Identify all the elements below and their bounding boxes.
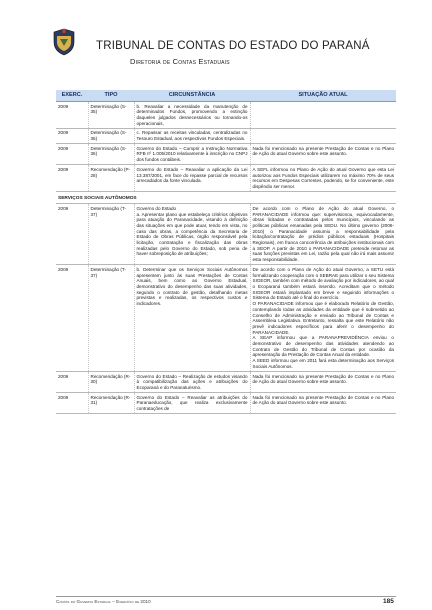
cell-exerc: 2009 bbox=[56, 204, 88, 265]
table-row bbox=[56, 102, 396, 129]
cell-situacao bbox=[250, 102, 396, 129]
cell-tipo: Determinação (S-36) bbox=[88, 144, 134, 165]
page-header bbox=[0, 0, 432, 82]
column-header-circunstancia: CIRCUNSTÂNCIA bbox=[134, 90, 250, 102]
cell-situacao bbox=[250, 128, 396, 143]
cell-circunstancia: b. Determinar que os Serviços Sociais Autônomos apresentem junto às suas Prestações de Contas Anuais, bem como ao Governo Estadual, demonstrativo do desempenho das suas atividades, segundo o contrato de gestão, detalhando metas previstas e realizadas, os respectivos custos e indicadores. bbox=[134, 265, 250, 372]
cell-tipo: Recomendação (R-30) bbox=[88, 372, 134, 393]
cell-situacao: De acordo com o Plano de Ação do atual Governo, o PARANACIDADE informou que: supervisionou, equivocadamente, obras licitadas e contratadas pelos municípios, vinculando as políticas públicas emanadas pela SEDU. No último governo (2006-2010) o Paranacidade assumiu a responsabilidade pela licitação/contratação de prédios públicos estaduais (Hospitais Regionais), em franca concorrência de atribuições institucionais com a SEOP. A partir de 2010 o PARANACIDADE pretende retomar as suas funções previstas em Lei, razão pela qual não irá mais assumir esta responsabilidade. bbox=[250, 204, 396, 265]
cell-exerc: 2009 bbox=[56, 393, 88, 414]
coat-of-arms-icon bbox=[52, 28, 76, 56]
cell-circunstancia: b. Reavaliar a necessidade da manutenção de determinados Fundos, promovendo a extinção daqueles julgados desnecessários ou tornando-os operacionais, bbox=[134, 102, 250, 129]
cell-tipo: Recomendação (P-28) bbox=[88, 165, 134, 192]
footer-divider bbox=[56, 596, 396, 597]
table-row bbox=[56, 265, 396, 372]
table-header-row bbox=[56, 90, 396, 102]
cell-exerc: 2009 bbox=[56, 102, 88, 129]
cell-situacao: De acordo com o Plano de Ação do atual Governo, a SETU está formalizando cooperação com o SEBRAE para utilizar o seu Sistema SIGEOR, também com método de avaliação por indicadores, ao qual o Ecoparaná também estará inserido. Acreditam que o método SIGEOR estará implantado em breve e seguindo informações o Sistema do Estado até o final do exercício. O PARANACIDADE informou que é elaborado Relatório de Gestão, contemplando todas as atividades da entidade que é submetido ao Conselho de Administração e enviado ao Tribunal de Contas e Assembleia Legislativa. Entretanto, ressalta que este Relatório não prevê indicadores específicos para aferir o desempenho do PARANACIDADE. A SEAP informou que a PARANAPREVIDÊNCIA enviou o demonstrativo de desempenho das atividades atendendo ao Contrato de Gestão do Tribunal de Contas por ocasião da apresentação da Prestação de Contas Anual da entidade. A SEED informou que em 2011 fará esta determinação aos Serviços Sociais Autônomos. bbox=[250, 265, 396, 372]
table-row bbox=[56, 165, 396, 192]
cell-tipo: Determinação (T-37) bbox=[88, 265, 134, 372]
cell-exerc: 2009 bbox=[56, 144, 88, 165]
column-header-exerc: EXERC. bbox=[56, 90, 88, 102]
cell-exerc: 2009 bbox=[56, 372, 88, 393]
table-row bbox=[56, 128, 396, 143]
table-row bbox=[56, 204, 396, 265]
cell-circunstancia: c. Repassar as receitas vinculadas, centralizadas no Tesouro Estadual, aos respectivos Fundos Especiais. bbox=[134, 128, 250, 143]
column-header-tipo: TIPO bbox=[88, 90, 134, 102]
page-subtitle: Diretoria de Contas Estaduais bbox=[130, 57, 230, 66]
section-row bbox=[56, 192, 396, 204]
cell-tipo: Determinação (S-35) bbox=[88, 102, 134, 129]
cell-exerc: 2009 bbox=[56, 265, 88, 372]
cell-tipo: Determinação (S-35) bbox=[88, 128, 134, 143]
cell-circunstancia: Governo do Estado a. Apresentar plano que estabeleça critérios objetivos para atuação do Paranacidade, visando à definição das situações em que pode atuar, tendo em vista, no caso das obras, a competência da Secretaria de Estado de Obras Públicas, órgão responsável pela licitação, contratação e fiscalização das obras realizadas pelo Governo do Estado, sob pena de haver sobreposição de atribuições; bbox=[134, 204, 250, 265]
cell-circunstancia: Governo do Estado – Reavaliar a aplicação da Lei 13.387/2001, em face do repasse parcial de recursos arrecadados da fonte vinculada. bbox=[134, 165, 250, 192]
page-title: TRIBUNAL DE CONTAS DO ESTADO DO PARANÁ bbox=[96, 40, 370, 52]
cell-circunstancia: Governo do Estado – Reavaliar as atribuições do Paranaeducação, que realiza exclusivamente contratações de bbox=[134, 393, 250, 414]
column-header-situacao: SITUAÇÃO ATUAL bbox=[250, 90, 396, 102]
determinations-table bbox=[56, 90, 396, 414]
section-label: SERVIÇOS SOCIAIS AUTÔNOMOS bbox=[56, 192, 396, 204]
table-row bbox=[56, 372, 396, 393]
cell-exerc: 2009 bbox=[56, 165, 88, 192]
cell-situacao: A SEFL informou no Plano de Ação do atual Governo que esta Lei autorizou aos Fundos Especiais utilizarem no máximo 70% de seus recursos em Despesas Correntes, podendo, se for conveniente, este dispêndio ser menor. bbox=[250, 165, 396, 192]
cell-exerc: 2009 bbox=[56, 128, 88, 143]
page-number: 185 bbox=[383, 598, 394, 605]
table-row bbox=[56, 144, 396, 165]
cell-situacao: Nada foi mencionado na presente Prestação de Contas e no Plano de Ação do atual Governo sobre este assunto. bbox=[250, 144, 396, 165]
cell-situacao: Nada foi mencionado na presente Prestação de Contas e no Plano de Ação do atual Governo sobre este assunto. bbox=[250, 393, 396, 414]
footer-caption: Contas do Governo Estadual – Exercício de 2010 bbox=[56, 599, 151, 604]
cell-tipo: Determinação (T-37) bbox=[88, 204, 134, 265]
cell-circunstancia: Governo do Estado – Realização de estudos visando à compatibilização das ações e atribuições do Ecoparaná e do Paranaturismo. bbox=[134, 372, 250, 393]
cell-situacao: Nada foi mencionado na presente Prestação de Contas e no Plano de Ação do atual Governo sobre este assunto. bbox=[250, 372, 396, 393]
table-row bbox=[56, 393, 396, 414]
cell-tipo: Recomendação (R-31) bbox=[88, 393, 134, 414]
cell-circunstancia: Governo do Estado – Cumprir a Instrução Normativa RFB nº 1.005/2010 relativamente à inscrição no CNPJ dos fundos contábeis. bbox=[134, 144, 250, 165]
